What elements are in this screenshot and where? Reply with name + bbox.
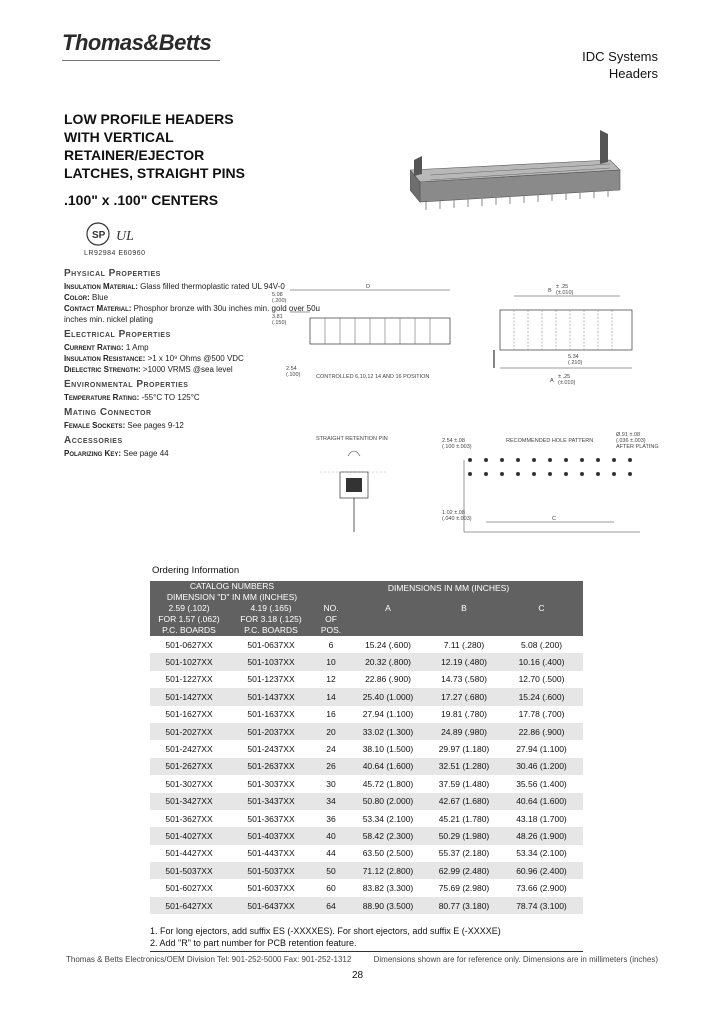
product-title (64, 110, 304, 182)
table-row: 501-1027XX 501-1037XX 10 20.32 (.800) 12.19 (.480) 10.16 (.400) (150, 653, 583, 670)
certification-numbers: LR92984 E60960 (84, 250, 146, 257)
environmental-heading: Environmental Properties (64, 379, 189, 390)
table-row: 501-2427XX 501-2437XX 24 38.10 (1.500) 29.97 (1.180) 27.94 (1.100) (165, 744, 567, 755)
d4-title: RECOMMENDED HOLE PATTERN (506, 438, 594, 444)
d2-dim-4: (±.010) (558, 380, 576, 386)
col-b-header: B (428, 603, 500, 636)
ordering-heading: Ordering Information (152, 565, 240, 576)
d2-dim-6: (.210) (568, 360, 583, 366)
d2-dim-3: ± .25 (558, 374, 571, 380)
d4-dim-7: (.040 ±.003) (442, 516, 472, 522)
ordering-notes (150, 925, 501, 949)
d4-dim-3: Ø.91 ±.08 (616, 432, 641, 438)
col2-header: 4.19 (.165) FOR 3.18 (.125) P.C. BOARDS (228, 603, 314, 636)
table-row: 501-4027XX 501-4037XX 40 58.42 (2.300) 50.29 (1.980) 48.26 (1.900) (150, 827, 583, 844)
temperature-rating: Temperature Rating: -55°C TO 125°C (64, 393, 200, 402)
d3-title: STRAIGHT RETENTION PIN (316, 436, 388, 442)
table-row: 501-1427XX 501-1437XX 14 25.40 (1.000) 17.27 (.680) 15.24 (.600) (150, 688, 583, 705)
title-line-3: RETAINER/EJECTOR (64, 147, 205, 163)
d1-dim-1: 5.08 (272, 292, 283, 298)
table-row: 501-2627XX 501-2637XX 26 40.64 (1.600) 32.51 (1.280) 30.46 (1.200) (150, 758, 583, 775)
table-row: 501-3627XX 501-3637XX 36 53.34 (2.100) 45.21 (1.780) 43.18 (1.700) (165, 813, 567, 824)
footer-contact: Thomas & Betts Electronics/OEM Division Tel: 901-252-5000 Fax: 901-252-1312 (66, 955, 352, 964)
page-number: 28 (352, 970, 364, 981)
table-row: 501-3027XX 501-3037XX 30 45.72 (1.800) 37.59 (1.480) 35.56 (1.400) (165, 778, 567, 789)
d2-label-a: A (550, 378, 554, 384)
table-row: 501-1627XX 501-1637XX 16 27.94 (1.100) 19.81 (.780) 17.78 (.700) (165, 709, 565, 720)
side-view-drawing (270, 278, 460, 388)
dielectric-strength: Dielectric Strength: >1000 VRMS @sea level (64, 365, 233, 374)
electrical-heading: Electrical Properties (64, 329, 171, 340)
female-sockets: Female Sockets: See pages 9-12 (64, 421, 184, 430)
d1-dim-4: (.150) (272, 320, 287, 326)
col1-header: 2.59 (.102) FOR 1.57 (.062) P.C. BOARDS (150, 603, 228, 636)
accessories-heading: Accessories (64, 435, 123, 446)
d4-dim-4: (.036 ±.003) (616, 438, 646, 444)
col-c-header: C (500, 603, 583, 636)
svg-text:UL: UL (116, 229, 134, 244)
footer-divider (150, 951, 583, 952)
svg-text:SP: SP (92, 230, 106, 241)
header-line-2: Headers (608, 66, 658, 81)
table-row: 501-6427XX 501-6437XX 64 88.90 (3.500) 80.77 (3.180) 78.74 (3.100) (150, 897, 583, 914)
color-spec: Color: Blue (64, 293, 109, 302)
table-row: 501-4427XX 501-4437XX 44 63.50 (2.500) 55.37 (2.180) 53.34 (2.100) (165, 848, 567, 859)
d1-label-d: D (366, 284, 370, 290)
table-row: 501-0627XX 501-0637XX 6 15.24 (.600) 7.11 (.280) 5.08 (.200) (165, 639, 563, 650)
section-header (582, 48, 658, 82)
note-2: 2. Add "R" to part number for PCB retention feature. (150, 938, 357, 948)
insulation-material: Insulation Material: Glass filled thermoplastic rated UL 94V-0 (64, 282, 285, 291)
d4-label-c: C (552, 516, 556, 522)
title-line-1: LOW PROFILE HEADERS (64, 111, 234, 127)
footer-disclaimer: Dimensions shown are for reference only. Dimensions are in millimeters (inches) (373, 955, 658, 964)
note-1: 1. For long ejectors, add suffix ES (-XXXXES). For short ejectors, add suffix E (-XXXXE) (150, 926, 501, 936)
logo-underline (62, 60, 220, 61)
polarizing-key: Polarizing Key: See page 44 (64, 449, 169, 458)
footer (66, 955, 658, 964)
d4-dim-6: 1.02 ±.08 (442, 510, 465, 516)
col-a-header: A (348, 603, 428, 636)
d1-dim-5: 2.54 (286, 366, 297, 372)
d1-dim-2: (.200) (272, 298, 287, 304)
table-row: 501-6027XX 501-6037XX 60 83.82 (3.300) 75.69 (2.980) 73.66 (2.900) (165, 883, 567, 894)
physical-heading: Physical Properties (64, 268, 161, 279)
d2-label-b: B (548, 288, 552, 294)
dimensions-header: DIMENSIONS IN MM (INCHES) (314, 581, 583, 603)
mating-heading: Mating Connector (64, 407, 152, 418)
positions-header: NO. OF POS. (314, 603, 348, 636)
ordering-table (150, 581, 583, 914)
catalog-header: CATALOG NUMBERS DIMENSION "D" IN MM (INCHES) (150, 581, 314, 603)
d1-note: CONTROLLED 6,10,12 14 AND 16 POSITION (316, 374, 430, 380)
table-row: 501-2027XX 501-2037XX 20 33.02 (1.300) 24.89 (.980) 22.86 (.900) (150, 723, 583, 740)
d2-dim-1: ± .25 (556, 284, 569, 290)
brand-logo: Thomas&Betts (62, 30, 212, 55)
contact-material: Contact Material: Phosphor bronze with 30u inches min. gold over 50u inches min. nickel plating (64, 304, 321, 324)
centers-spec: .100" x .100" CENTERS (64, 192, 219, 208)
table-row: 501-3427XX 501-3437XX 34 50.80 (2.000) 42.67 (1.680) 40.64 (1.600) (150, 793, 583, 810)
header-product-illustration (410, 130, 630, 220)
hole-pattern-drawing (440, 432, 660, 554)
insulation-resistance: Insulation Resistance: >1 x 10⁹ Ohms @500 VDC (64, 354, 244, 363)
header-line-1: IDC Systems (582, 49, 658, 64)
d4-dim-5: AFTER PLATING (616, 444, 659, 450)
d2-dim-2: (±.010) (556, 290, 574, 296)
table-row: 501-1227XX 501-1237XX 12 22.86 (.900) 14.73 (.580) 12.70 (.500) (165, 674, 565, 685)
d1-dim-6: (.100) (286, 372, 301, 378)
front-view-drawing (470, 278, 640, 398)
current-rating: Current Rating: 1 Amp (64, 343, 149, 352)
d4-dim-2: (.100 ±.003) (442, 444, 472, 450)
title-line-4: LATCHES, STRAIGHT PINS (64, 165, 245, 181)
table-row: 501-5037XX 501-5037XX 50 71.12 (2.800) 62.99 (2.480) 60.96 (2.400) (150, 862, 583, 879)
retention-pin-drawing (290, 432, 420, 542)
d1-dim-3: 3.81 (272, 314, 283, 320)
title-line-2: WITH VERTICAL (64, 129, 174, 145)
d2-dim-5: 5.34 (568, 354, 579, 360)
d4-dim-1: 2.54 ±.08 (442, 438, 465, 444)
